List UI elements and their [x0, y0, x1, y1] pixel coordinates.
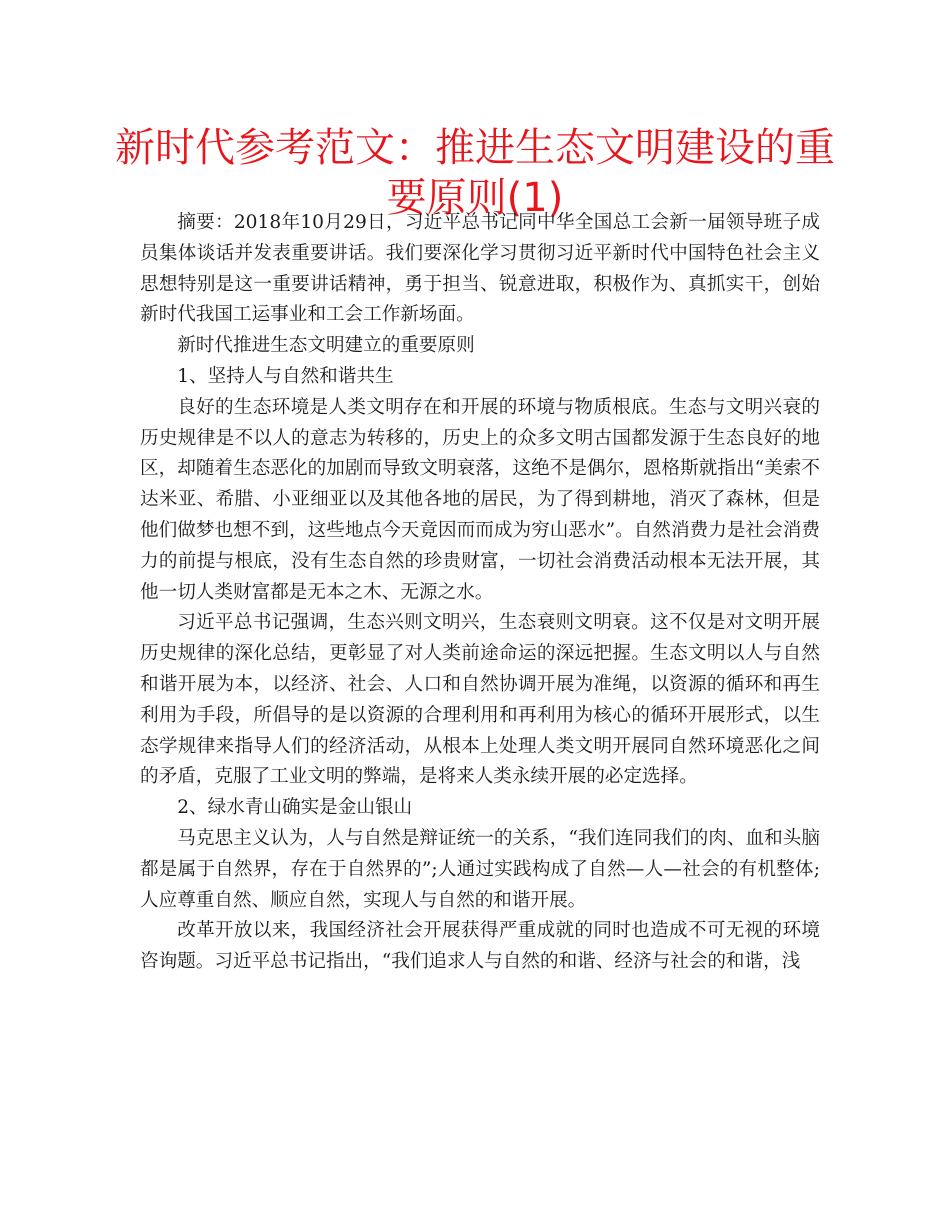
paragraph-body: 习近平总书记强调，生态兴则文明兴，生态衰则文明衰。这不仅是对文明开展历史规律的深化总结，更彰显了对人类前途命运的深远把握。生态文明以人与自然和谐开展为本，以经济、社会、人口和自然协调开展为准绳，以资源的循环和再生利用为手段，所倡导的是以资源的合理利用和再利用为核心的循环开展形式，以生态学规律来指导人们的经济活动，从根本上处理人类文明开展同自然环境恶化之间的矛盾，克服了工业文明的弊端，是将来人类永续开展的必定选择。 [140, 612, 820, 788]
paragraph-body: 改革开放以来，我国经济社会开展获得严重成就的同时也造成不可无视的环境咨询题。习近平总书记指出，“我们追求人与自然的和谐、经济与社会的和谐，浅 [140, 920, 820, 973]
paragraph-body: 马克思主义认为，人与自然是辩证统一的关系，“我们连同我们的肉、血和头脑都是属于自然界，存在于自然界的”;人通过实践构成了自然—人—社会的有机整体;人应尊重自然、顺应自然，实现人与自然的和谐开展。 [140, 827, 820, 911]
document-body [140, 208, 820, 978]
document-title-line-2: 要原则(1) [386, 175, 564, 221]
paragraph-section-heading: 新时代推进生态文明建立的重要原则 [177, 335, 475, 357]
paragraph-abstract: 摘要：2018年10月29日，习近平总书记同中华全国总工会新一届领导班子成员集体谈话并发表重要讲话。我们要深化学习贯彻习近平新时代中国特色社会主义思想特别是这一重要讲话精神，勇于担当、锐意进取，积极作为、真抓实干，创始新时代我国工运事业和工会工作新场面。 [140, 212, 820, 326]
paragraph-subheading-2: 2、绿水青山确实是金山银山 [177, 797, 413, 819]
paragraph-subheading-1: 1、坚持人与自然和谐共生 [177, 365, 394, 387]
document-title-line-1: 新时代参考范文：推进生态文明建设的重 [115, 125, 835, 171]
paragraph-body: 良好的生态环境是人类文明存在和开展的环境与物质根底。生态与文明兴衰的历史规律是不以人的意志为转移的，历史上的众多文明古国都发源于生态良好的地区，却随着生态恶化的加剧而导致文明衰落，这绝不是偶尔，恩格斯就指出“美索不达米亚、希腊、小亚细亚以及其他各地的居民，为了得到耕地，消灭了森林，但是他们做梦也想不到，这些地点今天竟因而而成为穷山恶水”。自然消费力是社会消费力的前提与根底，没有生态自然的珍贵财富，一切社会消费活动根本无法开展，其他一切人类财富都是无本之木、无源之水。 [140, 396, 820, 603]
